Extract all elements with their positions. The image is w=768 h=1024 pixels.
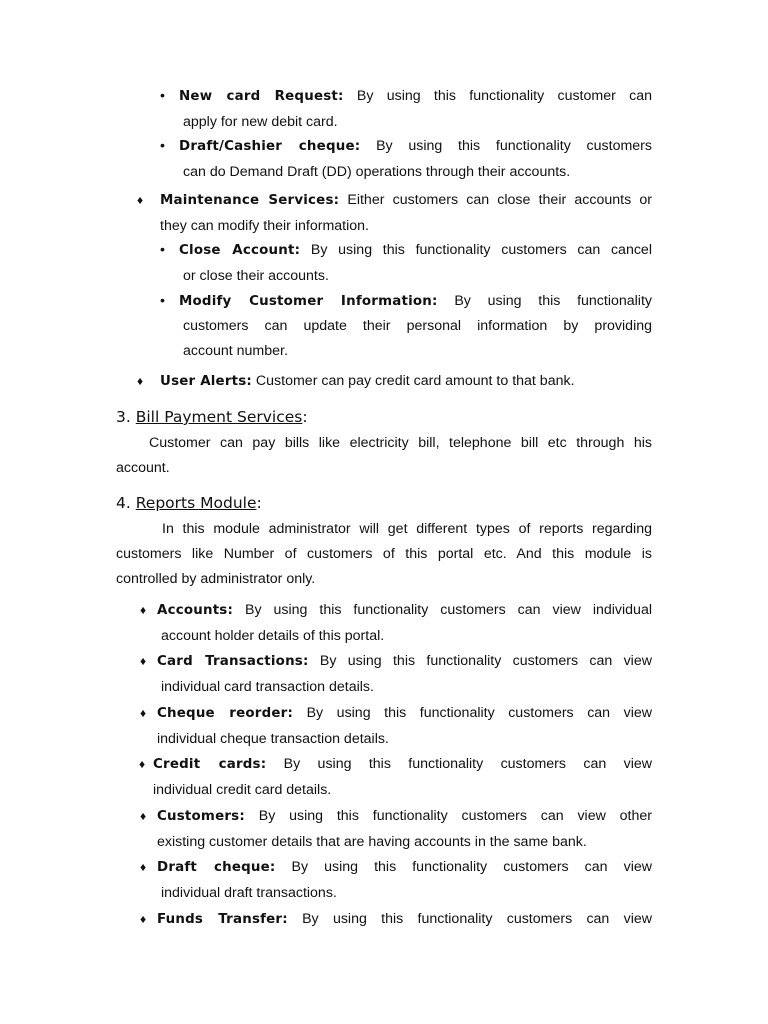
section-title: Reports Module: [135, 494, 257, 512]
item-term: Draft cheque:: [157, 860, 276, 875]
item-term: Funds Transfer:: [157, 912, 288, 927]
item-term: Draft/Cashier cheque:: [179, 139, 361, 154]
paragraph-line: customers like Number of customers of this portal etc. And this module is: [116, 546, 652, 562]
list-item-text: [157, 703, 652, 724]
section-number: 4.: [116, 494, 131, 512]
item-term: Customers:: [157, 809, 245, 824]
bullet-dot-icon: •: [160, 88, 165, 104]
item-desc: By using this functionality customers can cancel: [310, 242, 652, 258]
list-item-continuation: account holder details of this portal.: [161, 628, 385, 644]
list-item-text: [157, 651, 652, 672]
list-item-continuation: individual card transaction details.: [161, 679, 374, 695]
bullet-diamond-icon: ♦: [140, 706, 147, 720]
item-desc: By using this functionality customers: [376, 138, 652, 154]
section-colon: :: [256, 494, 262, 512]
bullet-diamond-icon: ♦: [137, 374, 144, 388]
item-desc: Customer can pay credit card amount to that bank.: [255, 373, 575, 389]
list-item-text: [157, 909, 652, 930]
list-item-continuation: individual draft transactions.: [161, 885, 337, 901]
paragraph-line: account.: [116, 460, 170, 476]
list-item-continuation: individual cheque transaction details.: [157, 731, 389, 747]
bullet-diamond-icon: ♦: [140, 654, 147, 668]
item-desc: By using this functionality customers can view: [291, 859, 652, 875]
list-item-continuation: account number.: [183, 343, 288, 359]
item-term: Cheque reorder:: [157, 706, 294, 721]
list-item-continuation: apply for new debit card.: [183, 114, 338, 130]
bullet-dot-icon: •: [160, 293, 165, 309]
section-title: Bill Payment Services: [135, 408, 303, 426]
list-item-text: [160, 190, 652, 211]
bullet-diamond-icon: ♦: [139, 757, 146, 771]
bullet-diamond-icon: ♦: [140, 603, 147, 617]
list-item-text: [153, 754, 652, 775]
bullet-diamond-icon: ♦: [140, 912, 147, 926]
bullet-diamond-icon: ♦: [140, 809, 147, 823]
item-desc: By using this functionality customers can view individual: [245, 602, 652, 618]
section-colon: :: [302, 408, 308, 426]
item-term: Close Account:: [179, 243, 301, 258]
list-item-text: [179, 291, 652, 312]
item-term: Card Transactions:: [157, 654, 309, 669]
item-desc: By using this functionality customers can view: [319, 653, 652, 669]
item-desc: By using this functionality customers can view: [302, 911, 652, 927]
paragraph-line: controlled by administrator only.: [116, 571, 316, 587]
item-desc: Either customers can close their accounts or: [347, 192, 652, 208]
list-item-text: [157, 806, 652, 827]
list-item-continuation: can do Demand Draft (DD) operations through their accounts.: [183, 164, 571, 180]
paragraph-line: In this module administrator will get different types of reports regarding: [162, 521, 652, 537]
list-item-text: [179, 240, 652, 261]
item-term: Maintenance Services:: [160, 193, 340, 208]
item-term: Accounts:: [157, 603, 234, 618]
item-desc: By using this functionality customers can view: [283, 756, 652, 772]
bullet-diamond-icon: ♦: [137, 193, 144, 207]
item-term: New card Request:: [179, 89, 344, 104]
item-desc: By using this functionality customer can: [356, 88, 652, 104]
list-item-text: [157, 600, 652, 621]
section-heading: [116, 492, 262, 514]
list-item-continuation: individual credit card details.: [153, 782, 332, 798]
item-desc: By using this functionality customers can view: [306, 705, 652, 721]
item-term: Credit cards:: [153, 757, 267, 772]
item-term: Modify Customer Information:: [179, 294, 438, 309]
bullet-dot-icon: •: [160, 138, 165, 154]
bullet-dot-icon: •: [160, 242, 165, 258]
section-number: 3.: [116, 408, 131, 426]
list-item-text: [157, 857, 652, 878]
list-item-continuation: existing customer details that are having accounts in the same bank.: [157, 834, 587, 850]
list-item-text: [160, 371, 575, 392]
list-item-text: [179, 136, 652, 157]
list-item-continuation: they can modify their information.: [160, 218, 369, 234]
bullet-diamond-icon: ♦: [140, 860, 147, 874]
paragraph-line: Customer can pay bills like electricity bill, telephone bill etc through his: [149, 435, 652, 451]
item-term: User Alerts:: [160, 374, 252, 389]
list-item-continuation: or close their accounts.: [183, 268, 329, 284]
item-desc: By using this functionality: [454, 293, 652, 309]
list-item-continuation: customers can update their personal information by providing: [183, 318, 652, 334]
section-heading: [116, 406, 308, 428]
item-desc: By using this functionality customers can view other: [258, 808, 652, 824]
list-item-text: [179, 86, 652, 107]
